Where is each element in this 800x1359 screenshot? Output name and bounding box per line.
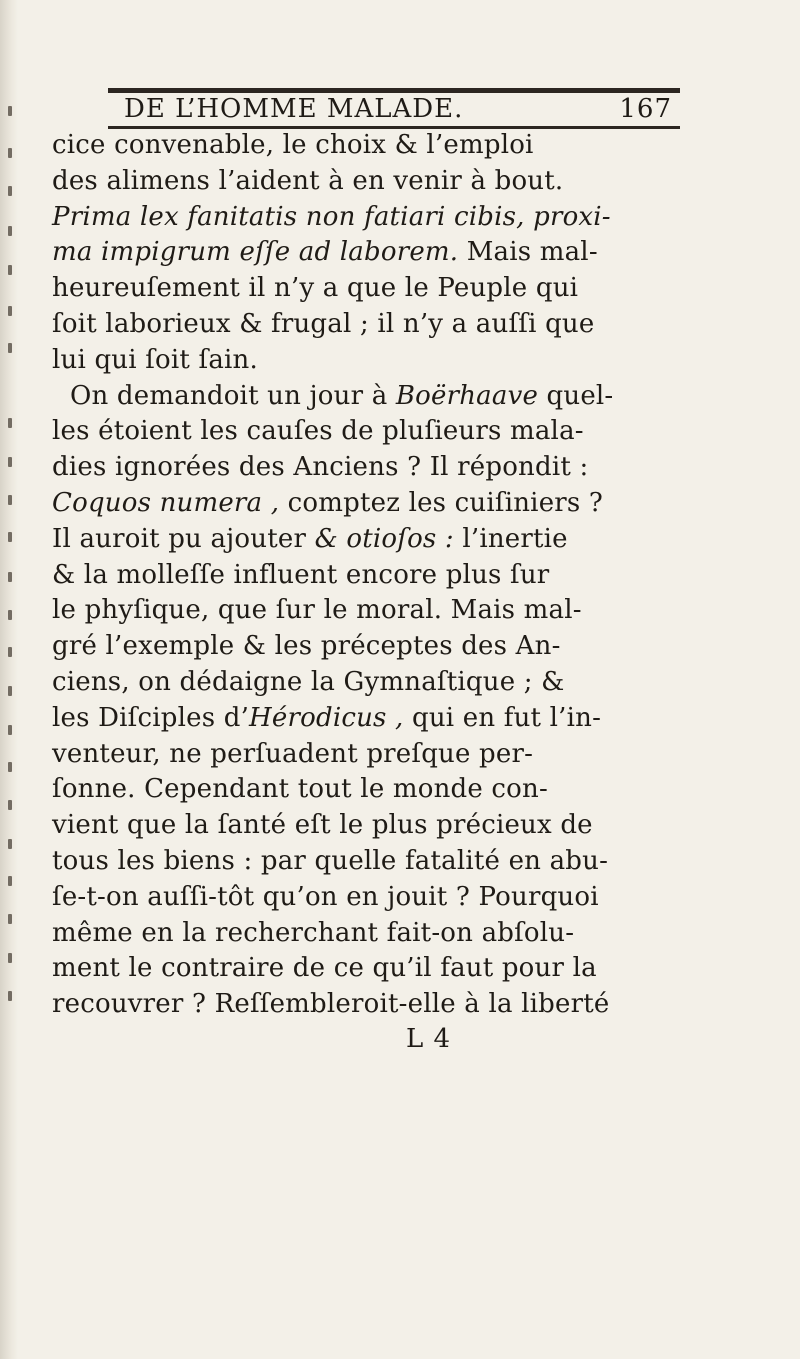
text-segment: vient que la ſanté eſt le plus précieux de [52, 810, 593, 841]
text-line [52, 629, 744, 665]
text-line [52, 343, 744, 379]
running-head [124, 92, 672, 126]
text-segment: les Diſciples d’ [52, 702, 250, 733]
text-line [52, 808, 744, 844]
text-line [52, 916, 744, 952]
body-text [52, 128, 744, 1023]
text-line [52, 844, 744, 880]
text-segment: les étoient les cauſes de pluſieurs mala- [52, 416, 584, 447]
text-segment: venteur, ne perſuadent preſque per- [52, 738, 534, 769]
text-segment: gré l’exemple & les préceptes des An- [52, 631, 561, 662]
text-segment: ſe-t-on auſſi-tôt qu’on en jouit ? Pourquoi [52, 881, 599, 912]
italic-text-segment: Hérodicus , [249, 702, 404, 733]
text-line [52, 128, 744, 164]
text-segment: des alimens l’aident à en venir à bout. [52, 165, 564, 196]
italic-text-segment: Boërhaave [395, 380, 539, 411]
text-segment: qui en fut l’in- [403, 702, 602, 733]
text-segment: ſonne. Cependant tout le monde con- [52, 774, 548, 805]
text-segment: quel- [538, 380, 614, 411]
text-segment: Mais mal- [458, 237, 598, 268]
text-segment: Il auroit pu ajouter [52, 523, 315, 554]
text-line [52, 450, 744, 486]
text-line [52, 737, 744, 773]
text-segment: recouvrer ? Reſſembleroit-elle à la liberté [52, 989, 610, 1020]
text-line [52, 951, 744, 987]
text-segment: ciens, on dédaigne la Gymnaſtique ; & [52, 666, 565, 697]
text-line [52, 235, 744, 271]
text-line [52, 307, 744, 343]
text-segment: l’inertie [453, 523, 568, 554]
binding-edge-marks [8, 0, 20, 1359]
italic-text-segment: ma impigrum eſſe ad laborem. [52, 237, 459, 268]
page-number: 167 [619, 94, 672, 124]
text-line [52, 522, 744, 558]
signature-mark: L 4 [406, 1024, 452, 1054]
text-segment: comptez les cuiſiniers ? [279, 487, 604, 518]
text-segment: ſoit laborieux & frugal ; il n’y a auſſi que [52, 308, 595, 339]
text-line [52, 665, 744, 701]
text-segment: & la molleſſe influent encore plus ſur [52, 559, 550, 590]
text-segment: même en la recherchant fait-on abſolu- [52, 917, 575, 948]
text-line [52, 880, 744, 916]
text-segment: heureuſement il n’y a que le Peuple qui [52, 273, 579, 304]
text-line [52, 558, 744, 594]
italic-text-segment: & otioſos : [314, 523, 454, 554]
text-segment: tous les biens : par quelle fatalité en abu- [52, 845, 609, 876]
running-title: DE L’HOMME MALADE. [124, 94, 464, 124]
text-line [52, 414, 744, 450]
text-line [52, 987, 744, 1023]
italic-text-segment: Prima lex fanitatis non fatiari cibis, proxi- [52, 201, 611, 232]
text-line [52, 593, 744, 629]
text-line [52, 164, 744, 200]
text-segment: On demandoit un jour à [70, 380, 396, 411]
text-segment: lui qui ſoit ſain. [52, 344, 258, 375]
text-segment: dies ignorées des Anciens ? Il répondit : [52, 452, 589, 483]
text-line [52, 701, 744, 737]
text-segment: le phyſique, que ſur le moral. Mais mal- [52, 595, 582, 626]
text-line [52, 200, 744, 236]
text-segment: ment le contraire de ce qu’il faut pour la [52, 953, 597, 984]
text-segment: cice convenable, le choix & l’emploi [52, 130, 534, 160]
text-line [52, 486, 744, 522]
text-line [52, 271, 744, 307]
text-line [52, 379, 744, 415]
italic-text-segment: Coquos numera , [52, 487, 280, 518]
text-line [52, 772, 744, 808]
